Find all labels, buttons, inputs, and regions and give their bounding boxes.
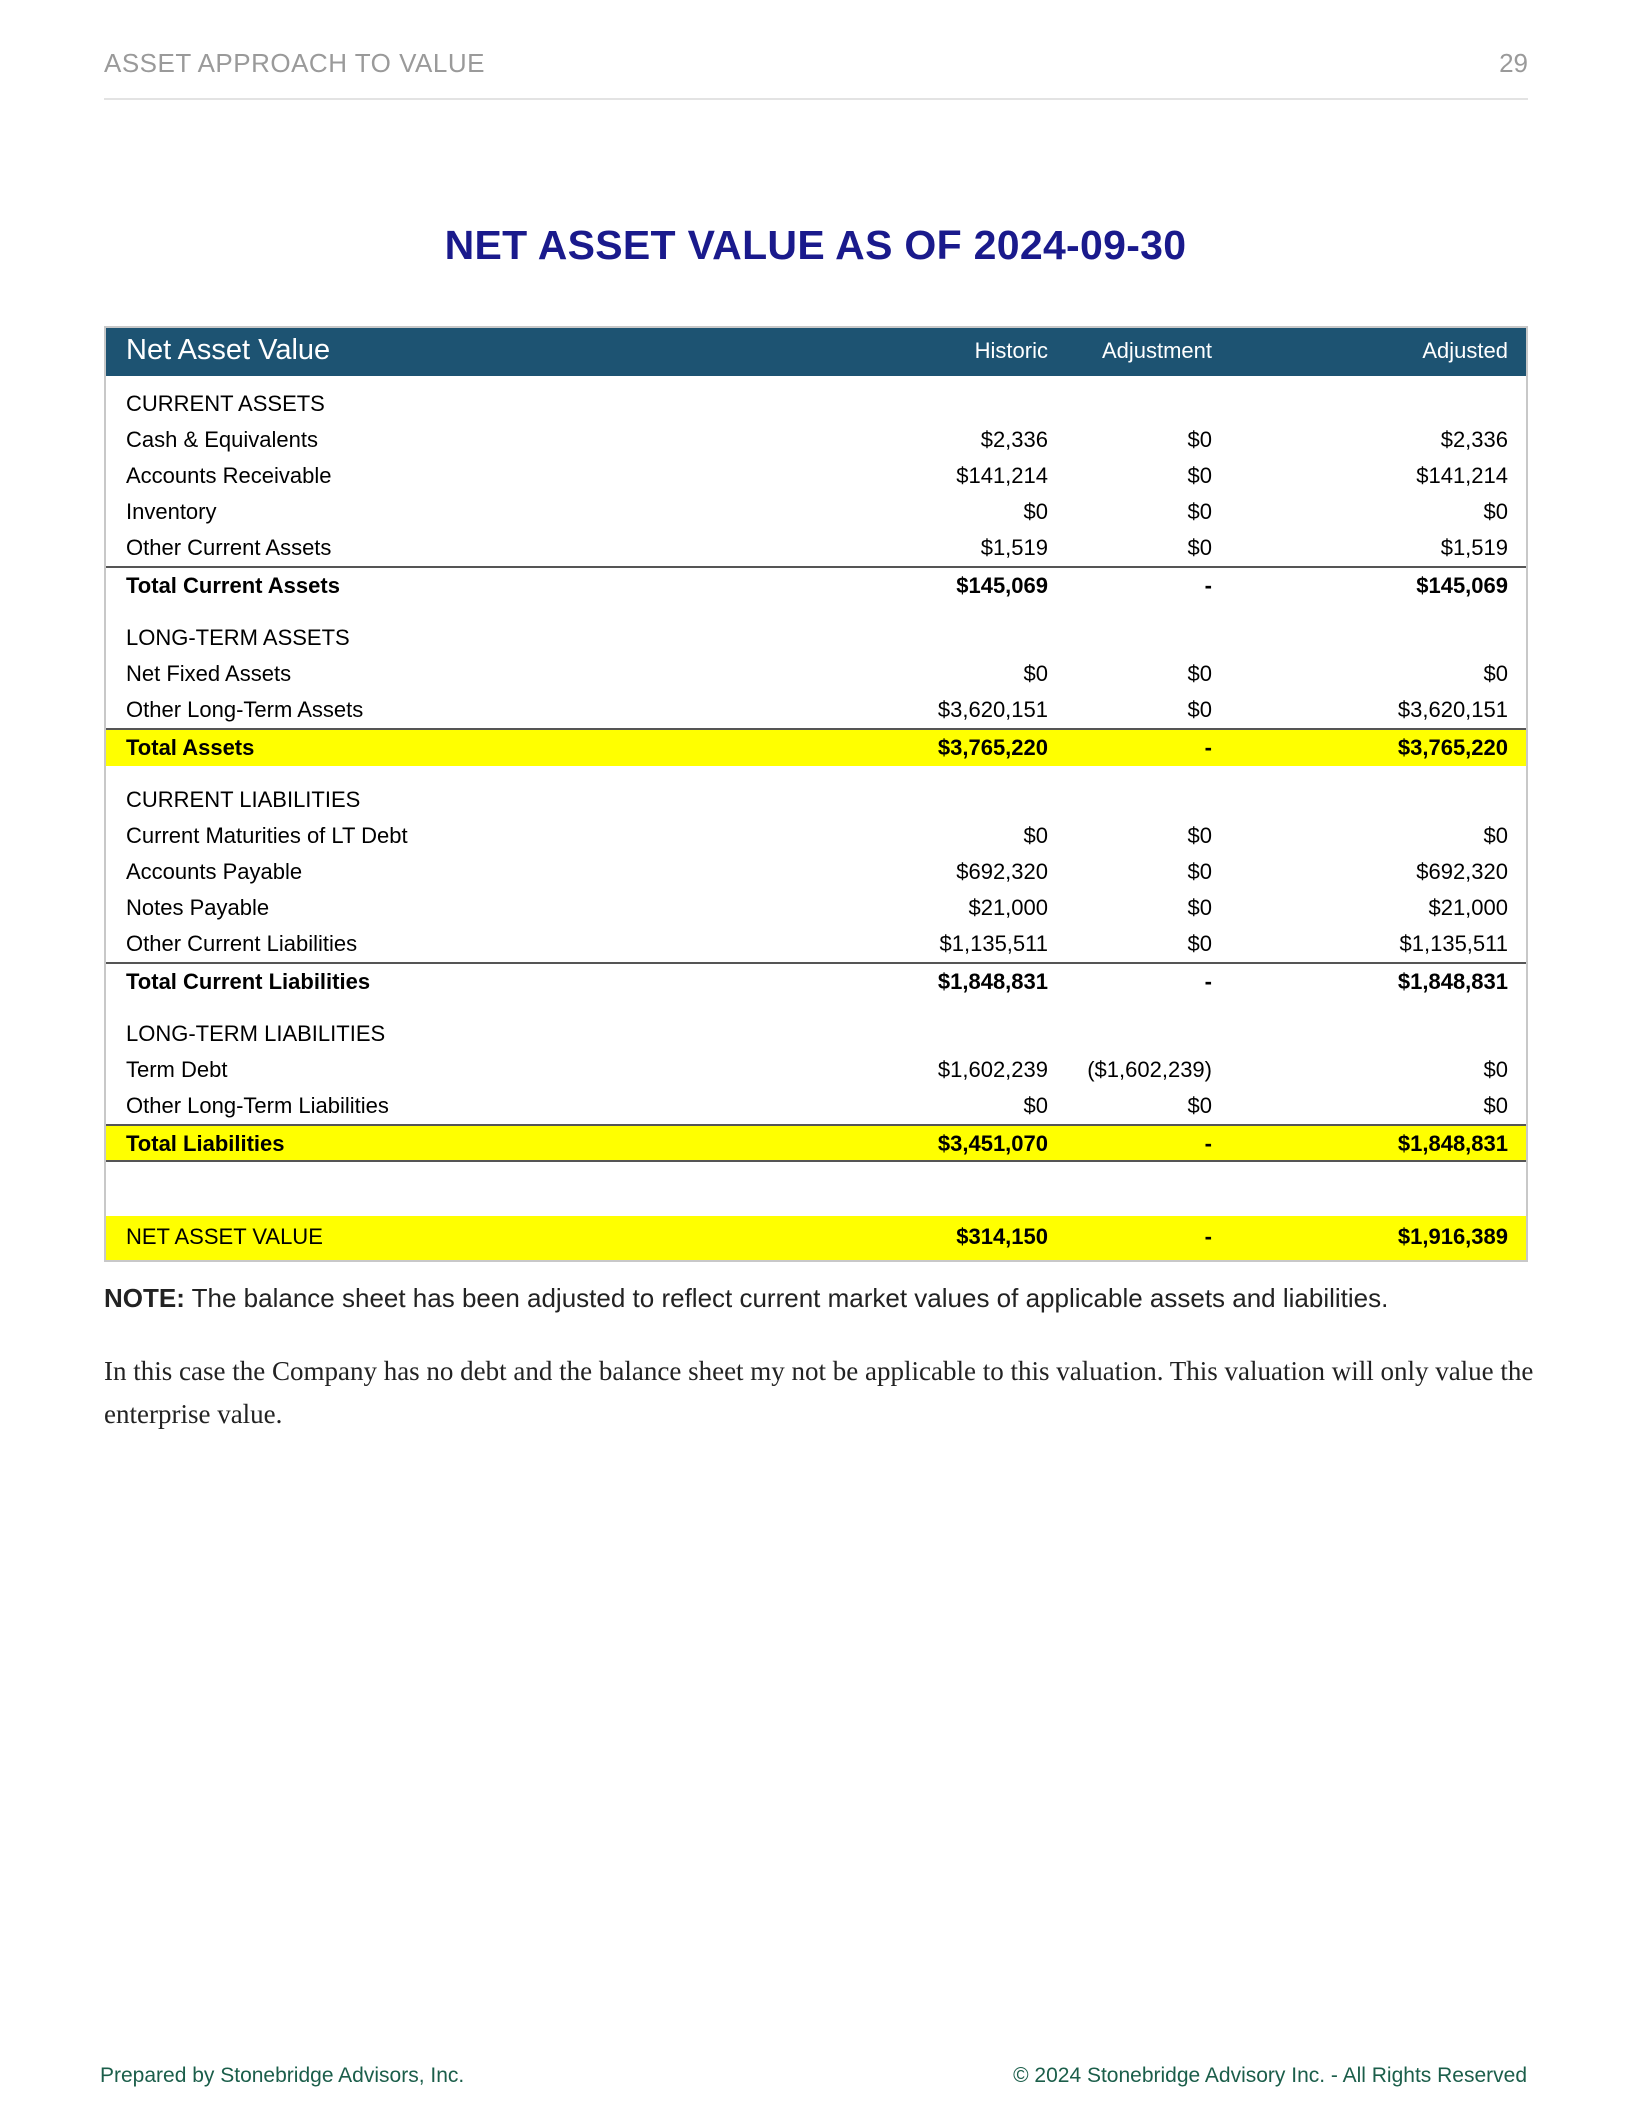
adjustment-value: $0 <box>1187 859 1212 884</box>
table-row <box>106 494 1526 530</box>
row-label: Notes Payable <box>126 895 270 920</box>
historic-value: $1,519 <box>980 535 1048 560</box>
row-label: Net Fixed Assets <box>126 661 292 686</box>
historic-value: $0 <box>1023 499 1048 524</box>
row-label: LONG-TERM ASSETS <box>126 625 350 650</box>
historic-value: $1,602,239 <box>937 1057 1048 1082</box>
adjusted-value: $141,214 <box>1416 463 1508 488</box>
historic-value: $3,765,220 <box>937 735 1048 760</box>
adjusted-value: $1,848,831 <box>1397 1131 1508 1156</box>
column-header-adjustment: Adjustment <box>1101 338 1212 363</box>
adjusted-value: $1,916,389 <box>1397 1224 1508 1249</box>
page-header <box>104 48 1528 100</box>
adjustment-value: $0 <box>1187 661 1212 686</box>
table-row <box>106 422 1526 458</box>
adjusted-value: $0 <box>1483 1057 1508 1082</box>
footer-prepared-by: Prepared by Stonebridge Advisors, Inc. <box>100 2064 465 2087</box>
historic-value: $314,150 <box>956 1224 1048 1249</box>
table-row <box>106 1052 1526 1088</box>
adjustment-value: $0 <box>1187 535 1212 560</box>
adjusted-value: $1,848,831 <box>1397 969 1508 994</box>
table-row <box>106 890 1526 926</box>
note-text: The balance sheet has been adjusted to reflect current market values of applicable assets and liabilities. <box>191 1283 1389 1313</box>
note <box>104 1283 1544 1314</box>
historic-value: $692,320 <box>956 859 1048 884</box>
adjusted-value: $3,620,151 <box>1397 697 1508 722</box>
note-label: NOTE: <box>104 1283 185 1313</box>
column-header-historic: Historic <box>974 338 1048 363</box>
adjustment-value: $0 <box>1187 463 1212 488</box>
column-header-adjusted: Adjusted <box>1422 338 1508 363</box>
adjusted-value: $692,320 <box>1416 859 1508 884</box>
row-label: Total Current Assets <box>126 573 340 598</box>
table-row <box>106 818 1526 854</box>
historic-value: $0 <box>1023 661 1048 686</box>
historic-value: $21,000 <box>968 895 1048 920</box>
historic-value: $141,214 <box>956 463 1048 488</box>
footer-copyright: © 2024 Stonebridge Advisory Inc. - All Rights Reserved <box>1013 2064 1527 2087</box>
table-header <box>106 328 1526 376</box>
adjustment-value: - <box>1204 1131 1212 1156</box>
adjusted-value: $21,000 <box>1428 895 1508 920</box>
historic-value: $145,069 <box>956 573 1048 598</box>
row-label: Accounts Receivable <box>126 463 332 488</box>
row-label: Cash & Equivalents <box>126 427 318 452</box>
total-row-current-assets <box>106 566 1526 604</box>
row-label: Total Current Liabilities <box>126 969 371 994</box>
table-row <box>106 458 1526 494</box>
adjusted-value: $3,765,220 <box>1397 735 1508 760</box>
table-row <box>106 656 1526 692</box>
adjusted-value: $0 <box>1483 661 1508 686</box>
net-asset-value-row <box>106 1216 1526 1260</box>
historic-value: $0 <box>1023 1093 1048 1118</box>
table-row <box>106 926 1526 962</box>
historic-value: $3,620,151 <box>937 697 1048 722</box>
adjusted-value: $145,069 <box>1416 573 1508 598</box>
historic-value: $1,848,831 <box>937 969 1048 994</box>
row-label: Current Maturities of LT Debt <box>126 823 408 848</box>
net-asset-value-table <box>104 326 1528 1262</box>
adjustment-value: $0 <box>1187 931 1212 956</box>
adjusted-value: $1,519 <box>1440 535 1508 560</box>
section-heading-long-term-assets <box>106 620 1526 656</box>
table-row <box>106 692 1526 728</box>
row-label: Other Long-Term Assets <box>126 697 364 722</box>
table-title: Net Asset Value <box>126 334 331 366</box>
historic-value: $3,451,070 <box>937 1131 1048 1156</box>
body-paragraph: In this case the Company has no debt and the balance sheet my not be applicable to this valuation. This valuation will only value the enterprise value. <box>104 1356 1534 1429</box>
table-row <box>106 854 1526 890</box>
row-label: Inventory <box>126 499 217 524</box>
adjustment-value: - <box>1204 735 1212 760</box>
adjusted-value: $1,135,511 <box>1399 931 1508 956</box>
adjustment-value: $0 <box>1187 895 1212 920</box>
total-row-assets <box>106 728 1526 766</box>
row-label: Other Long-Term Liabilities <box>126 1093 389 1118</box>
table-row <box>106 530 1526 566</box>
row-label: CURRENT ASSETS <box>126 391 325 416</box>
page-title: NET ASSET VALUE AS OF 2024-09-30 <box>444 222 1187 268</box>
section-heading-long-term-liabilities <box>106 1016 1526 1052</box>
adjustment-value: ($1,602,239) <box>1087 1057 1212 1082</box>
table-row <box>106 1088 1526 1124</box>
total-row-current-liabilities <box>106 962 1526 1000</box>
row-label: Term Debt <box>126 1057 228 1082</box>
row-label: CURRENT LIABILITIES <box>126 787 361 812</box>
row-label: Accounts Payable <box>126 859 303 884</box>
row-label: Total Liabilities <box>126 1131 285 1156</box>
row-label: Other Current Liabilities <box>126 931 358 956</box>
page-number: 29 <box>1499 48 1528 78</box>
adjustment-value: - <box>1204 969 1212 994</box>
adjustment-value: - <box>1204 573 1212 598</box>
historic-value: $1,135,511 <box>939 931 1048 956</box>
row-label: LONG-TERM LIABILITIES <box>126 1021 386 1046</box>
adjustment-value: - <box>1204 1224 1212 1249</box>
row-label: Total Assets <box>126 735 255 760</box>
adjustment-value: $0 <box>1187 697 1212 722</box>
adjusted-value: $0 <box>1483 823 1508 848</box>
adjustment-value: $0 <box>1187 1093 1212 1118</box>
total-row-liabilities <box>106 1124 1526 1162</box>
historic-value: $0 <box>1023 823 1048 848</box>
adjusted-value: $2,336 <box>1440 427 1508 452</box>
adjustment-value: $0 <box>1187 427 1212 452</box>
section-title: ASSET APPROACH TO VALUE <box>104 48 485 78</box>
row-label: NET ASSET VALUE <box>126 1224 323 1249</box>
historic-value: $2,336 <box>980 427 1048 452</box>
section-heading-current-assets <box>106 386 1526 422</box>
adjusted-value: $0 <box>1483 1093 1508 1118</box>
row-label: Other Current Assets <box>126 535 332 560</box>
section-heading-current-liabilities <box>106 782 1526 818</box>
adjustment-value: $0 <box>1187 499 1212 524</box>
adjusted-value: $0 <box>1483 499 1508 524</box>
adjustment-value: $0 <box>1187 823 1212 848</box>
